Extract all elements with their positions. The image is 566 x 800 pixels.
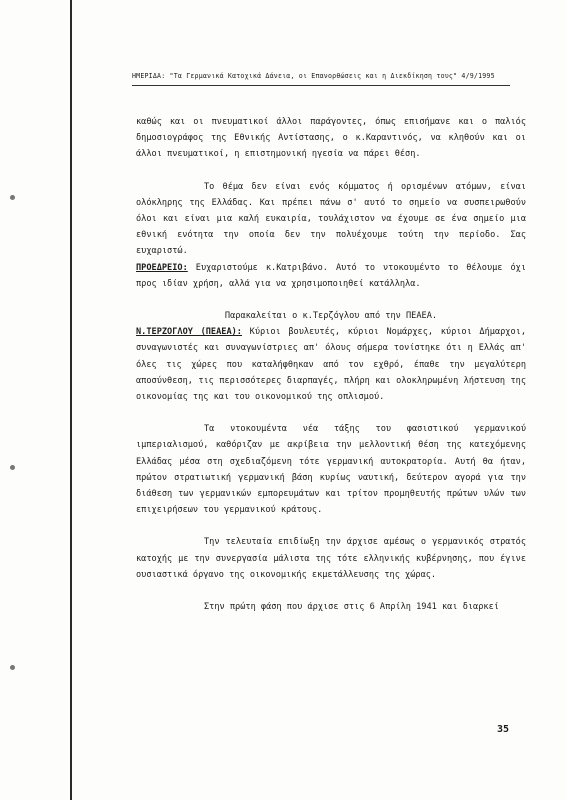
paragraph-documents: Τα ντοκουμέντα νέα τάξης του φασιστικού γερμανικού ιμπεριαλισμού, καθόριζαν με ακρίβεια την μελλοντική θέση της κατεχόμενης Ελλάδας μέσα στη σχεδιαζόμενη τότε γερμανική αυτοκρατορία. Αυτή θα ήταν, πρώτον στρατιωτική γερμανική βάση κυρίως ναυτική, δεύτερον αγορά για την διάθεση των γερμανικών εμπορευμάτων και τρίτον προμηθευτής πρώτων υλών των επιχειρήσεων του γερμανικού κράτους. [136,424,526,516]
speaker-label-terzoglou: Ν.ΤΕΡΖΟΓΛΟΥ (ΠΕΑΕΑ): [136,327,242,338]
header-text: ΗΜΕΡΙΔΑ: "Τα Γερμανικά Κατοχικά Δάνεια, οι Επανορθώσεις και η Διεκδίκηση τους" 4/9/1995 [132,72,495,80]
page-header [132,72,552,80]
paragraph-continuation: καθώς και οι πνευματικοί άλλοι παράγοντες, όπως επισήμανε και ο παλιός δημοσιογράφος της Εθνικής Αντίστασης, ο κ.Καραντινός, να κληθούν και οι άλλοι πνευματικοί, η επιστημονική ηγεσία να πάρει θέση. [136,117,526,160]
paragraph-first-phase: Στην πρώτη φάση που άρχισε στις 6 Απρίλη 1941 και διαρκεί [204,602,499,613]
speaker-label-chair: ΠΡΟΕΔΡΕΙΟ: [136,262,188,273]
paragraph-occupation: Την τελευταία επιδίωξη την άρχισε αμέσως ο γερμανικός στρατός κατοχής με την συνεργασία μάλιστα της τότε ελληνικής κυβέρνησης, που έγινε ουσιαστικά όργανο της οικονομικής εκμετάλλευσης της χώρας. [136,537,526,580]
page-number: 35 [497,724,510,735]
paragraph-national-unity: Το θέμα δεν είναι ενός κόμματος ή ορισμένων ατόμων, είναι ολόκληρης της Ελλάδας. Και πρέπει πάνω σ' αυτό το σημείο να συσπειρωθούν όλοι και είναι μια καλή ευκαιρία, τουλάχιστον να έχουμε σε ένα σημείο μια εθνική ενότητα την οποία δεν την πολυέχουμε τούτη την περίοδο. Σας ευχαριστώ. [136,181,526,257]
punch-hole-mark [10,195,15,200]
header-rule [132,85,510,86]
punch-hole-mark [10,665,15,670]
binding-margin-line [70,0,72,800]
paragraph-invitation: Παρακαλείται ο κ.Τερζόγλου από την ΠΕΑΕΑ. [224,311,438,322]
terzoglou-text: Κύριοι βουλευτές, κύριοι Νομάρχες, κύριοι Δήμαρχοι, συναγωνιστές και συναγωνίστριες απ' όλους σήμερα τονίστηκε ότι η Ελλάς απ' όλες τις χώρες που καταλήφθηκαν από τον εχθρό, έπαθε την μεγαλύτερη αποσύνθεση, τις περισσότερες διαρπαγές, πλήρη και ολοκληρωμένη λήστευση της οικονομίας της και του οικονομικού της οπλισμού. [136,327,526,403]
punch-hole-mark [10,465,15,470]
paragraph-chair [136,260,526,292]
paragraph-terzoglou [136,324,526,405]
chair-text: Ευχαριστούμε κ.Κατριβάνο. Αυτό το ντοκουμέντο το θέλουμε όχι προς ιδίαν χρήση, αλλά για να χρησιμοποιηθεί κατάλληλα. [136,262,526,289]
document-body [136,114,526,615]
